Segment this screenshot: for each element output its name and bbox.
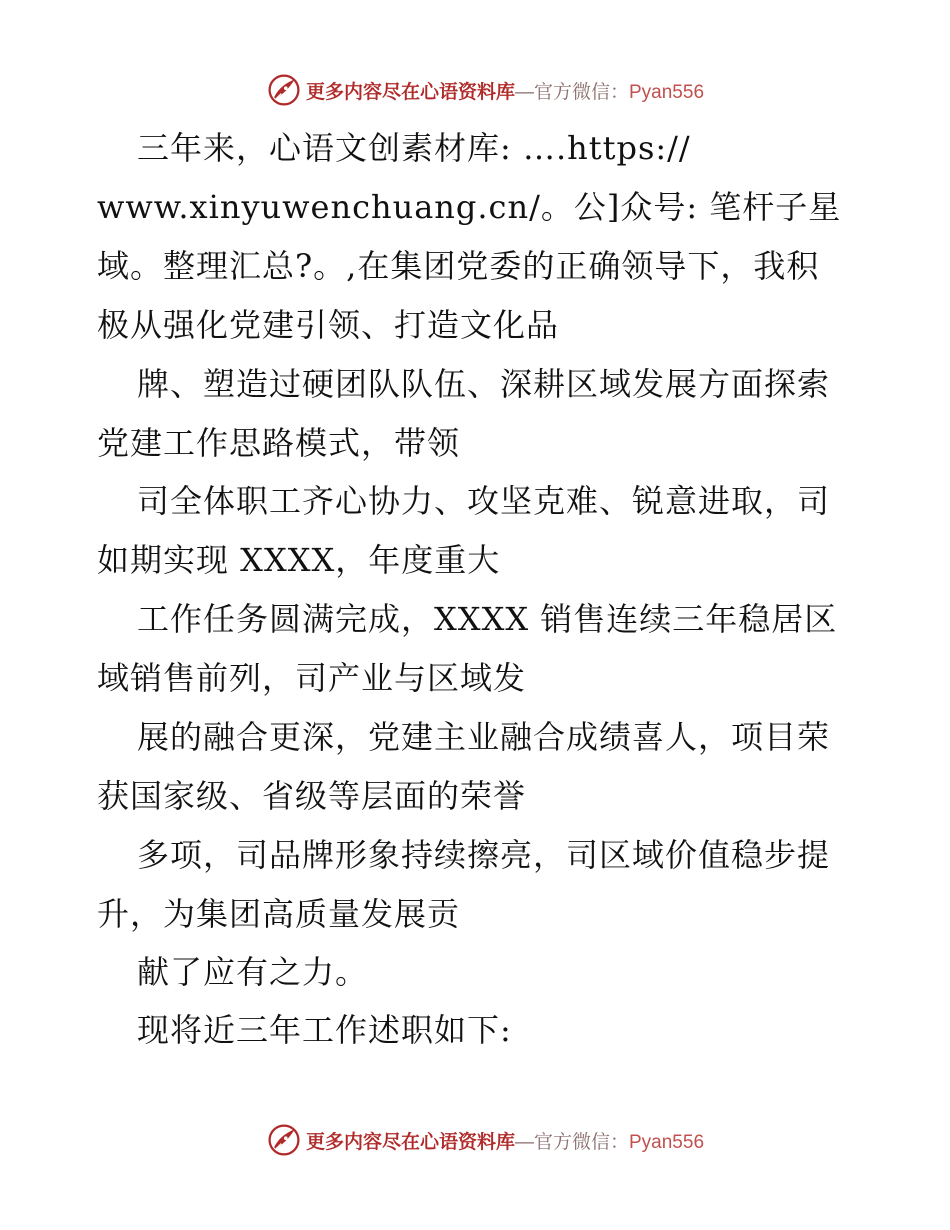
banner-main-text: 更多内容尽在心语资料库 [305,1131,515,1153]
banner-wechat-id: Pyan556 [629,81,705,103]
banner-wechat-label: 官方微信： [533,81,629,103]
paragraph-line: 展的融合更深，党建主业融合成绩喜人，项目荣 [137,718,831,756]
paragraph-line: 现将近三年工作述职如下: [137,1011,512,1049]
paragraph-line: 极从强化党建引领、打造文化品 [97,306,560,344]
paragraph-line: 域销售前列，司产业与区域发 [97,659,527,697]
pen-nib-logo-icon [266,1122,302,1158]
paragraph-line: 获国家级、省级等层面的荣誉 [97,777,527,815]
footer-banner [0,1120,950,1160]
paragraph-line: 多项，司品牌形象持续擦亮，司区域价值稳步提 [137,836,831,874]
paragraph-line: 献了应有之力。 [137,953,369,991]
paragraph-line: 牌、塑造过硬团队队伍、深耕区域发展方面探索 [137,365,831,403]
footer-banner-content [266,1122,704,1158]
paragraph-line: 域。整理汇总?。,在集团党委的正确领导下，我积 [97,247,820,285]
paragraph-line: 三年来，心语文创素材库: ….https:// [137,129,691,167]
banner-separator: — [514,81,534,103]
banner-wechat-label: 官方微信： [533,1131,629,1153]
banner-separator: — [514,1131,534,1153]
banner-text [306,1127,704,1154]
banner-wechat-id: Pyan556 [629,1131,705,1153]
paragraph-line: 党建工作思路模式，带领 [97,424,461,462]
paragraph-line: 司全体职工齐心协力、攻坚克难、锐意进取，司 [137,482,831,520]
paragraph-line: 升，为集团高质量发展贡 [97,895,461,933]
paragraph-line: www.xinyuwenchuang.cn/。公]众号: 笔杆子星 [97,188,842,226]
banner-main-text: 更多内容尽在心语资料库 [305,81,515,103]
paragraph-line: 工作任务圆满完成，XXXX 销售连续三年稳居区 [137,600,838,638]
paragraph-line: 如期实现 XXXX，年度重大 [97,541,501,579]
